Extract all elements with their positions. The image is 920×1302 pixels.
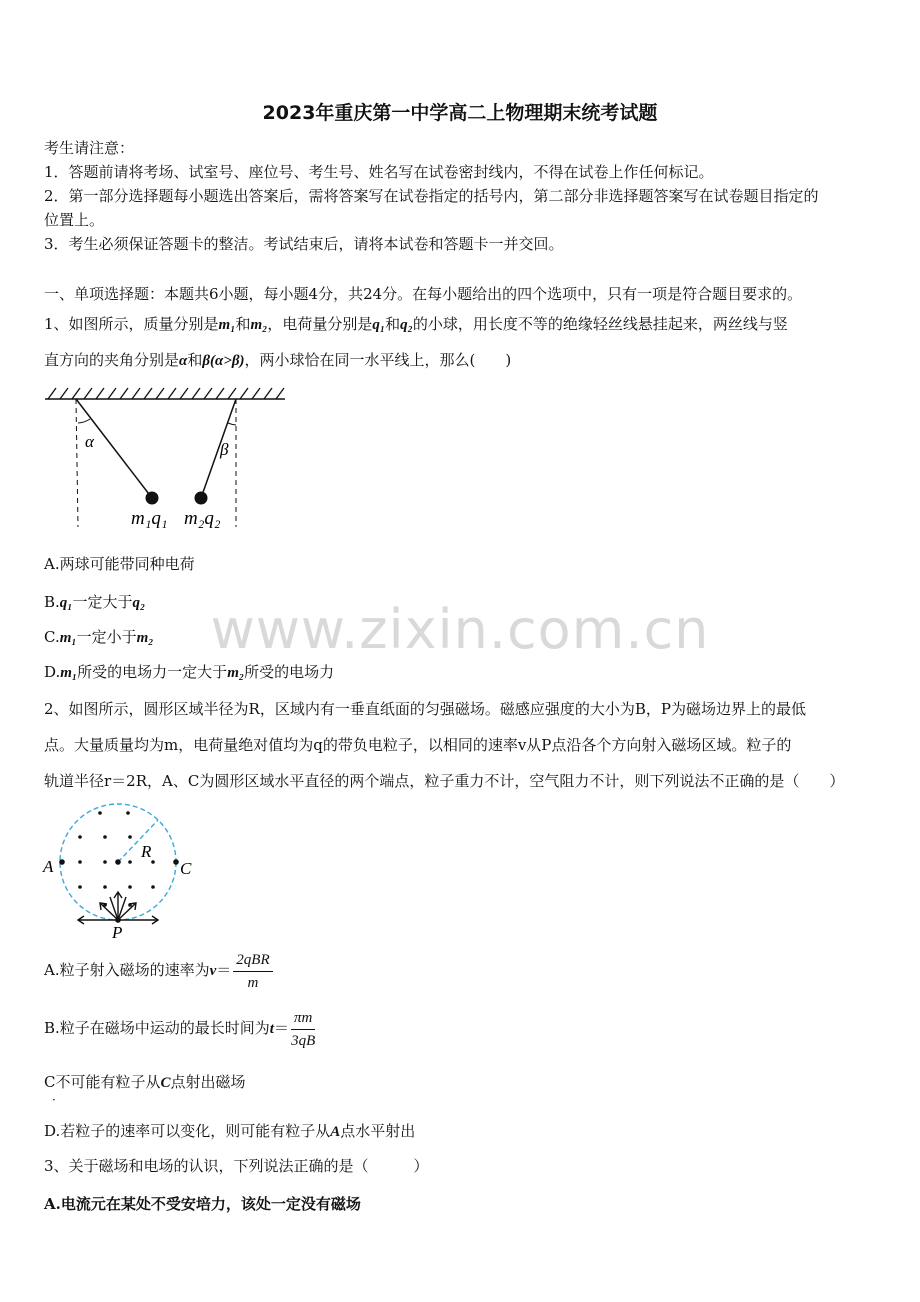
- label-beta: β: [220, 440, 229, 459]
- formula-t: $\frac{\pi m}{3qB}$: [291, 1009, 316, 1049]
- ball-1: [146, 492, 159, 505]
- label-m2q2: m₂q₂: [184, 508, 221, 529]
- notice-item-2-cont: 位置上。: [44, 211, 105, 229]
- q2-stem-line2: 点。大量质量均为m，电荷量绝对值均为q的带负电粒子，以相同的速率v从P点沿各个方向射入磁场区域。粒子的: [44, 736, 792, 754]
- label-R: R: [141, 842, 152, 861]
- q2-option-c: C不可能有粒子从C点射出磁场: [44, 1073, 246, 1091]
- notice-item-2: 2．第一部分选择题每小题选出答案后，需将答案写在试卷指定的括号内，第二部分非选择题答案写在试卷题目指定的: [44, 187, 819, 205]
- q1-option-b: B.q₁一定大于q₂: [44, 593, 146, 611]
- ball-2: [195, 492, 208, 505]
- notice-item-1: 1．答题前请将考场、试室号、座位号、考生号、姓名写在试卷密封线内，不得在试卷上作任何标记。: [44, 163, 714, 181]
- q1-option-a: A.两球可能带同种电荷: [44, 555, 195, 573]
- q2-option-b: B.粒子在磁场中运动的最长时间为t＝ $\frac{\pi m}{3qB}$: [44, 1009, 316, 1049]
- ceiling-hatch: [48, 388, 284, 399]
- q3-stem: 3、关于磁场和电场的认识，下列说法正确的是（ ）: [44, 1157, 429, 1175]
- left-vertical-dashed: [76, 399, 78, 527]
- q1-stem-line1: 1、如图所示，质量分别是m₁和m₂，电荷量分别是q₁和q₂的小球，用长度不等的绝缘轻丝线悬挂起来，两丝线与竖: [44, 315, 788, 333]
- q2-stem-line3: 轨道半径r＝2R，A、C为圆形区域水平直径的两个端点，粒子重力不计，空气阻力不计，则下列说法不正确的是（ ）: [44, 772, 845, 790]
- q1-pendulum-figure: [40, 385, 290, 535]
- label-C: C: [180, 859, 192, 878]
- section-heading: 一、单项选择题：本题共6小题，每小题4分，共24分。在每小题给出的四个选项中，只有一项是符合题目要求的。: [44, 285, 803, 303]
- q1-option-c: C.m₁一定小于m₂: [44, 628, 154, 646]
- angle-beta-arc: [228, 423, 236, 425]
- label-m1q1: m₁q₁: [131, 508, 168, 529]
- q1-stem-line2: 直方向的夹角分别是α和β(α>β)，两小球恰在同一水平线上，那么( ): [44, 351, 512, 369]
- notice-item-3: 3．考生必须保证答题卡的整洁。考试结束后，请将本试卷和答题卡一并交回。: [44, 235, 564, 253]
- page-title: 2023年重庆第一中学高二上物理期末统考试题: [262, 102, 658, 124]
- formula-v: $\frac{\text{2qBR}}{m}$: [233, 951, 272, 992]
- q1-option-d: D.m₁所受的电场力一定大于m₂所受的电场力: [44, 663, 335, 681]
- radius-line: [118, 820, 158, 862]
- label-P: P: [112, 923, 123, 942]
- center-point: [115, 859, 121, 865]
- q2-option-d: D.若粒子的速率可以变化，则可能有粒子从A点水平射出: [44, 1122, 416, 1140]
- point-P: [115, 917, 121, 923]
- point-C: [173, 859, 179, 865]
- point-A: [59, 859, 65, 865]
- label-A: A: [43, 857, 54, 876]
- angle-alpha-arc: [78, 419, 90, 423]
- q2-stem-line1: 2、如图所示，圆形区域半径为R，区域内有一垂直纸面的匀强磁场。磁感应强度的大小为B，P为磁场边界上的最低: [44, 700, 806, 718]
- notice-heading: 考生请注意：: [44, 139, 135, 157]
- label-alpha: α: [85, 432, 94, 451]
- q2-magnetic-field-figure: [40, 800, 200, 945]
- q3-option-a: A.电流元在某处不受安培力，该处一定没有磁场: [44, 1195, 361, 1213]
- watermark: www.zixin.com.cn: [210, 598, 710, 661]
- thread-2: [201, 399, 236, 498]
- stray-mark: ·: [52, 1093, 56, 1107]
- q2-option-a: A.粒子射入磁场的速率为v＝ $\frac{\text{2qBR}}{m}$: [44, 946, 275, 994]
